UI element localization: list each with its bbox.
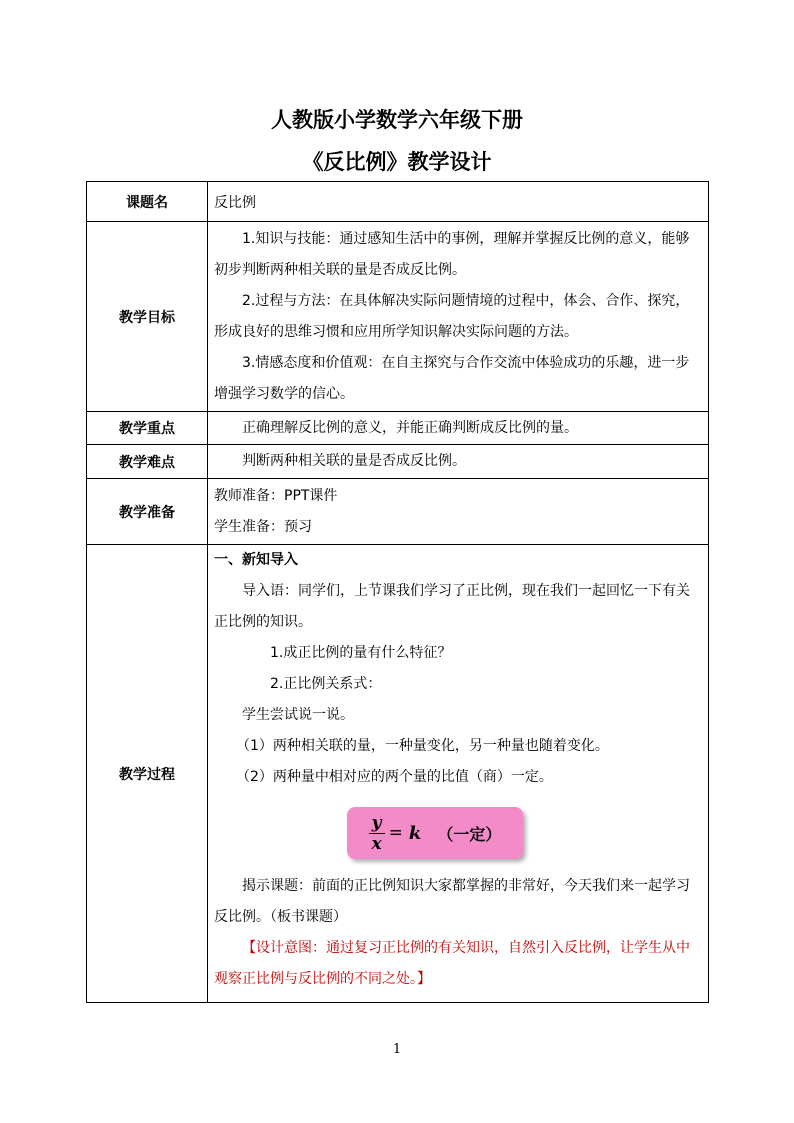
process-cell [208, 545, 709, 1003]
table-row-prep [87, 479, 709, 545]
goal-item: 1.知识与技能：通过感知生活中的事例，理解并掌握反比例的意义，能够初步判断两种相关联的量是否成反比例。 [214, 230, 690, 278]
reveal-paragraph: 揭示课题：前面的正比例知识大家都掌握的非常好，今天我们来一起学习反比例。（板书课题） [214, 878, 690, 925]
equals-sign: = [388, 823, 403, 843]
question-2: 2.正比例关系式： [270, 676, 382, 692]
table-row-key [87, 412, 709, 445]
table-row-goals [87, 222, 709, 412]
student-prep: 学生准备：预习 [214, 518, 312, 535]
constant-note: （一定） [437, 824, 502, 844]
question-1: 1.成正比例的量有什么特征？ [270, 645, 452, 661]
point-2: （2）两种量中相对应的两个量的比值（商）一定。 [236, 769, 553, 785]
constant-k: k [408, 822, 422, 844]
goals-label: 教学目标 [87, 222, 208, 412]
teacher-prep: 教师准备：PPT课件 [214, 487, 338, 504]
difficulty-value: 判断两种相关联的量是否成反比例。 [242, 453, 466, 469]
goals-cell [208, 222, 709, 412]
fraction-numerator: y [371, 812, 382, 833]
try-text: 学生尝试说一说。 [242, 707, 354, 723]
intro-paragraph: 导入语：同学们，上节课我们学习了正比例，现在我们一起回忆一下有关正比例的知识。 [214, 583, 690, 630]
formula-box [347, 807, 523, 859]
document-title: 人教版小学数学六年级下册 [271, 107, 523, 132]
lesson-plan-table [86, 181, 709, 1003]
topic-value: 反比例 [208, 182, 709, 222]
goal-item: 2.过程与方法：在具体解决实际问题情境的过程中，体会、合作、探究，形成良好的思维习惯和应用所学知识解决实际问题的方法。 [214, 292, 690, 340]
key-cell [208, 412, 709, 445]
document-subtitle: 《反比例》教学设计 [302, 149, 492, 174]
design-intent: 【设计意图：通过复习正比例的有关知识，自然引入反比例，让学生从中观察正比例与反比例的不同之处。】 [214, 940, 690, 987]
difficulty-cell [208, 445, 709, 479]
key-label: 教学重点 [87, 412, 208, 445]
fraction [369, 814, 385, 853]
table-row-difficulty [87, 445, 709, 479]
topic-label: 课题名 [87, 182, 208, 222]
table-row-topic [87, 182, 709, 222]
prep-label: 教学准备 [87, 479, 208, 545]
table-row-process [87, 545, 709, 1003]
point-1: （1）两种相关联的量，一种量变化，另一种量也随着变化。 [236, 738, 609, 754]
difficulty-label: 教学难点 [87, 445, 208, 479]
fraction-denominator: x [371, 833, 382, 854]
goal-item: 3.情感态度和价值观：在自主探究与合作交流中体验成功的乐趣，进一步增强学习数学的信心。 [214, 354, 690, 402]
page-number: 1 [392, 1042, 402, 1057]
prep-cell [208, 479, 709, 545]
key-value: 正确理解反比例的意义，并能正确判断成反比例的量。 [242, 419, 578, 436]
section-heading: 一、新知导入 [214, 552, 298, 568]
process-label: 教学过程 [87, 545, 208, 1003]
